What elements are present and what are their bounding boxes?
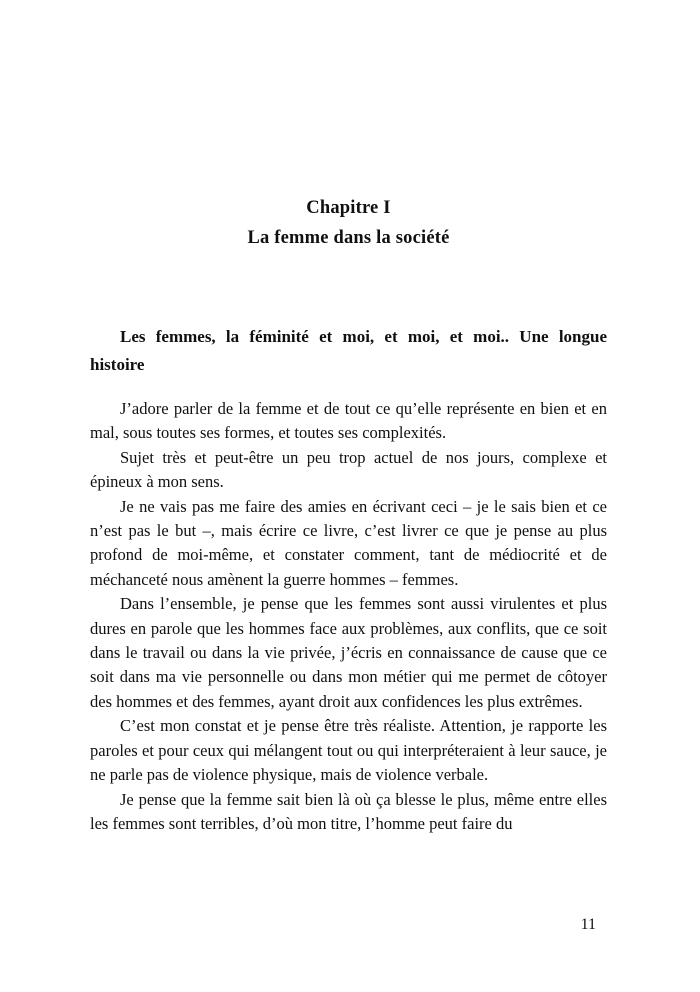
section-heading: Les femmes, la féminité et moi, et moi, et moi.. Une longue histoire: [90, 327, 607, 374]
chapter-title-line2: La femme dans la société: [247, 228, 450, 248]
paragraph-4: Dans l’ensemble, je pense que les femmes sont aussi virulentes et plus dures en parole que les hommes face aux problèmes, aux conflits, que ce soit dans le travail ou dans la vie privée, j’écris en connaissance de cause que ce soit dans ma vie personnelle ou dans mon métier qui me permet de côtoyer des hommes et des femmes, ayant droit aux confidences les plus extrêmes.: [90, 594, 607, 711]
chapter-title-line1: Chapitre I: [306, 198, 391, 218]
page-number: 11: [580, 916, 596, 933]
text-block: [90, 0, 607, 836]
body-text: [90, 397, 607, 836]
paragraph-3: Je ne vais pas me faire des amies en écrivant ceci – je le sais bien et ce n’est pas le but –, mais écrire ce livre, c’est livrer ce que je pense au plus profond de moi-même, et constater comment, tant de médiocrité et de méchanceté nous amènent la guerre hommes – femmes.: [90, 496, 607, 589]
paragraph-6: Je pense que la femme sait bien là où ça blesse le plus, même entre elles les femmes sont terribles, d’où mon titre, l’homme peut faire du: [90, 789, 607, 833]
paragraph-1: J’adore parler de la femme et de tout ce qu’elle représente en bien et en mal, sous toutes ses formes, et toutes ses complexités.: [90, 399, 607, 443]
paragraph-5: C’est mon constat et je pense être très réaliste. Attention, je rapporte les paroles et pour ceux qui mélangent tout ou qui interpréteraient à leur sauce, je ne parle pas de violence physique, mais de violence verbale.: [90, 716, 607, 785]
paragraph-2: Sujet très et peut-être un peu trop actuel de nos jours, complexe et épineux à mon sens.: [90, 447, 607, 492]
chapter-title: [90, 0, 607, 253]
